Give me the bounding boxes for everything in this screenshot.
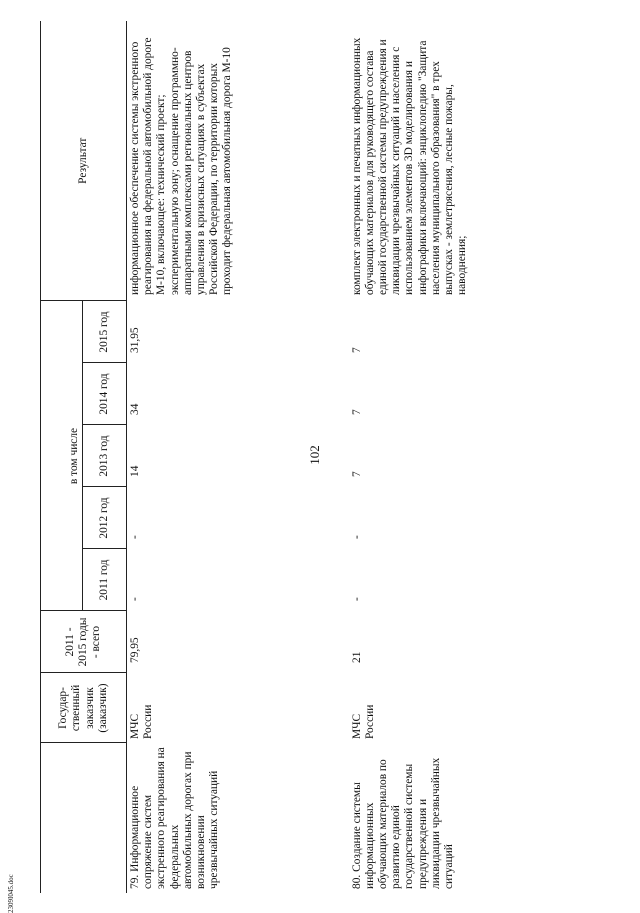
header-in-that-number: в том числе <box>67 301 83 611</box>
header-name-blank <box>41 743 127 893</box>
header-blank-band <box>41 301 67 611</box>
row-79-2015: 31,95 <box>129 327 141 353</box>
row-79-result: информационное обеспечение системы экстренного реагирования на федеральной автомобильной дороге М-10, включающее: технический проект; экспериментальную зону; оснащение программно-аппаратными комплексами региональных центров управления в кризисных ситуациях в субъектах Российской Федерации, по территории которых проходит федеральная автомобильная дорога М-10 <box>129 37 234 295</box>
document-code: 2309І045.doc <box>7 874 15 913</box>
header-year-2011: 2011 год <box>83 549 127 611</box>
row-80-2015: 7 <box>350 347 363 353</box>
row-80-result: комплект электронных и печатных информационных обучающих материалов для руководящего состава единой государственной системы предупреждения и ликвидации чрезвычайных ситуаций и населения с использованием элементов 3D моделирования и инфографики включающий: энциклопедию "Защита населения муниципального образования" в трех выпусках - землетрясения, лесные пожары, наводнения; <box>350 37 469 295</box>
header-year-2015: 2015 год <box>83 301 127 363</box>
row-80-2013: 7 <box>350 471 363 477</box>
table-row <box>127 21 349 893</box>
row-79-2012: - <box>129 535 141 539</box>
row-79-customer: МЧС России <box>129 704 155 739</box>
row-79-name-cell <box>127 743 349 893</box>
row-80-2011: - <box>350 597 363 601</box>
row-number: 80. <box>350 874 363 889</box>
table-header <box>41 21 127 893</box>
row-79-total: 79,95 <box>129 637 141 663</box>
row-80-total: 21 <box>350 651 363 663</box>
header-total: 2011 - 2015 годы - всего <box>41 611 127 673</box>
row-80-2012: - <box>350 535 363 539</box>
header-result: Результат <box>41 21 127 301</box>
header-year-2012: 2012 год <box>83 487 127 549</box>
row-number: 79. <box>129 874 141 889</box>
header-customer: Государ-ственный заказчик (заказчик) <box>41 673 127 743</box>
program-table <box>40 21 471 893</box>
header-year-2013: 2013 год <box>83 425 127 487</box>
row-79-2014: 34 <box>129 403 141 415</box>
row-79-2013: 14 <box>129 465 141 477</box>
table-body <box>127 21 472 893</box>
table-row <box>349 21 472 893</box>
row-80-name-cell <box>349 743 472 893</box>
page-number: 102 <box>307 445 322 465</box>
row-80-customer: МЧС России <box>350 704 376 739</box>
row-80-2014: 7 <box>350 409 363 415</box>
row-79-2011: - <box>129 597 141 601</box>
header-year-2014: 2014 год <box>83 363 127 425</box>
row-name: Создание системы информационных обучающих материалов по развитию единой государственной системы предупреждения и ликвидации чрезвычайных ситуаций <box>350 757 455 889</box>
rotated-table-container <box>40 21 600 893</box>
row-name: Информационное сопряжение систем экстренного реагирования на федеральных автомобильных дорогах при возникновении чрезвычайных ситуаций <box>129 747 221 889</box>
